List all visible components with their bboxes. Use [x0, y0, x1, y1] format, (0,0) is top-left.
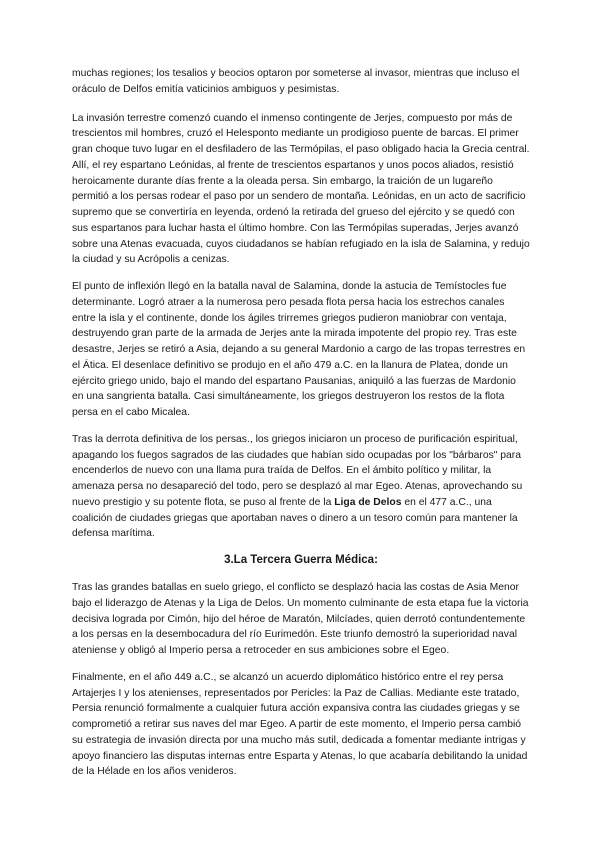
paragraph-liga-delos — [72, 432, 530, 542]
paragraph-land-invasion: La invasión terrestre comenzó cuando el inmenso contingente de Jerjes, compuesto por más de trescientos mil hombres, cruzó el Helesponto mediante un prodigioso puente de barcas. El primer gran choque tuvo lugar en el desfiladero de las Termópilas, el paso obligado hacia la Grecia central. Allí, el rey espartano Leónidas, al frente de trescientos espartanos y unos pocos aliados, resistió heroicamente durante días frente a la oleada persa. Sin embargo, la traición de un lugareño permitió a los persas rodear el paso por un sendero de montaña. Leónidas, en un acto de sacrificio supremo que se convertiría en leyenda, ordenó la retirada del grueso del ejército y se quedó con sus espartanos para luchar hasta el último hombre. Con las Termópilas superadas, Jerjes avanzó sobre una Atenas evacuada, cuyos ciudadanos se habían refugiado en la isla de Salamina, y redujo la ciudad y su Acrópolis a cenizas. — [72, 112, 530, 266]
paragraph-liga-delos-text-a: Tras la derrota definitiva de los persas., los griegos iniciaron un proceso de purificación espiritual, apagando los fuegos sagrados de las ciudades que habían sido ocupadas por los "bárbaros" para encenderlos de nuevo con una llama pura traída de Delfos. En el ámbito político y militar, la amenaza persa no desapareció del todo, pero se desplazó al mar Egeo. Atenas, aprovechando su nuevo prestigio y su potente flota, se puso al frente de la — [72, 433, 523, 508]
document-page — [72, 66, 530, 791]
paragraph-paz-callias: Finalmente, en el año 449 a.C., se alcanzó un acuerdo diplomático histórico entre el rey persa Artajerjes I y los atenienses, representados por Pericles: la Paz de Callias. Mediante este tratado, Persia renunció formalmente a cualquier futura acción expansiva contra las ciudades griegas y se comprometió a retirar sus naves del mar Egeo. A partir de este momento, el Imperio persa cambió su estrategia de invasión directa por una mucho más sutil, dedicada a fomentar mediante intrigas y apoyo financiero las disputas internas entre Esparta y Atenas, lo que acabaría debilitando la unidad de la Hélade en los años venideros. — [72, 671, 528, 778]
paragraph-liga-delos-text-b: en el 477 a.C., una coalición de ciudades griegas que aportaban naves o dinero a un tesoro común para mantener la defensa marítima. — [72, 496, 518, 540]
paragraph-salamina: El punto de inflexión llegó en la batalla naval de Salamina, donde la astucia de Temístocles fue determinante. Logró atraer a la numerosa pero pesada flota persa hacia los estrechos canales entre la isla y el continente, donde los ágiles trirremes griegos pudieron maniobrar con ventaja, destruyendo gran parte de la armada de Jerjes ante la mirada impotente del propio rey. Tras este desastre, Jerjes se retiró a Asia, dejando a su general Mardonio a cargo de las tropas terrestres en el Ática. El desenlace definitivo se produjo en el año 479 a.C. en la llanura de Platea, donde un ejército griego unido, bajo el mando del espartano Pausanias, aniquiló a las fuerzas de Mardonio en una sangrienta batalla. Casi simultáneamente, los griegos destruyeron los restos de la flota persa en el cabo Micalea. — [72, 281, 526, 418]
paragraph-continuation: muchas regiones; los tesalios y beocios optaron por someterse al invasor, mientras que incluso el oráculo de Delfos emitía vaticinios ambiguos y pesimistas. — [72, 68, 520, 95]
section-heading: 3.La Tercera Guerra Médica: — [224, 554, 378, 566]
liga-delos-term: Liga de Delos — [334, 496, 402, 508]
paragraph-asia-menor: Tras las grandes batallas en suelo griego, el conflicto se desplazó hacia las costas de Asia Menor bajo el liderazgo de Atenas y la Liga de Delos. Un momento culminante de esta etapa fue la victoria decisiva lograda por Cimón, hijo del héroe de Maratón, Milcíades, quien derrotó contundentemente a los persas en la desembocadura del río Eurimedón. Este triunfo demostró la superioridad naval ateniense y obligó al Imperio persa a retroceder en sus ambiciones sobre el Egeo. — [72, 582, 529, 656]
